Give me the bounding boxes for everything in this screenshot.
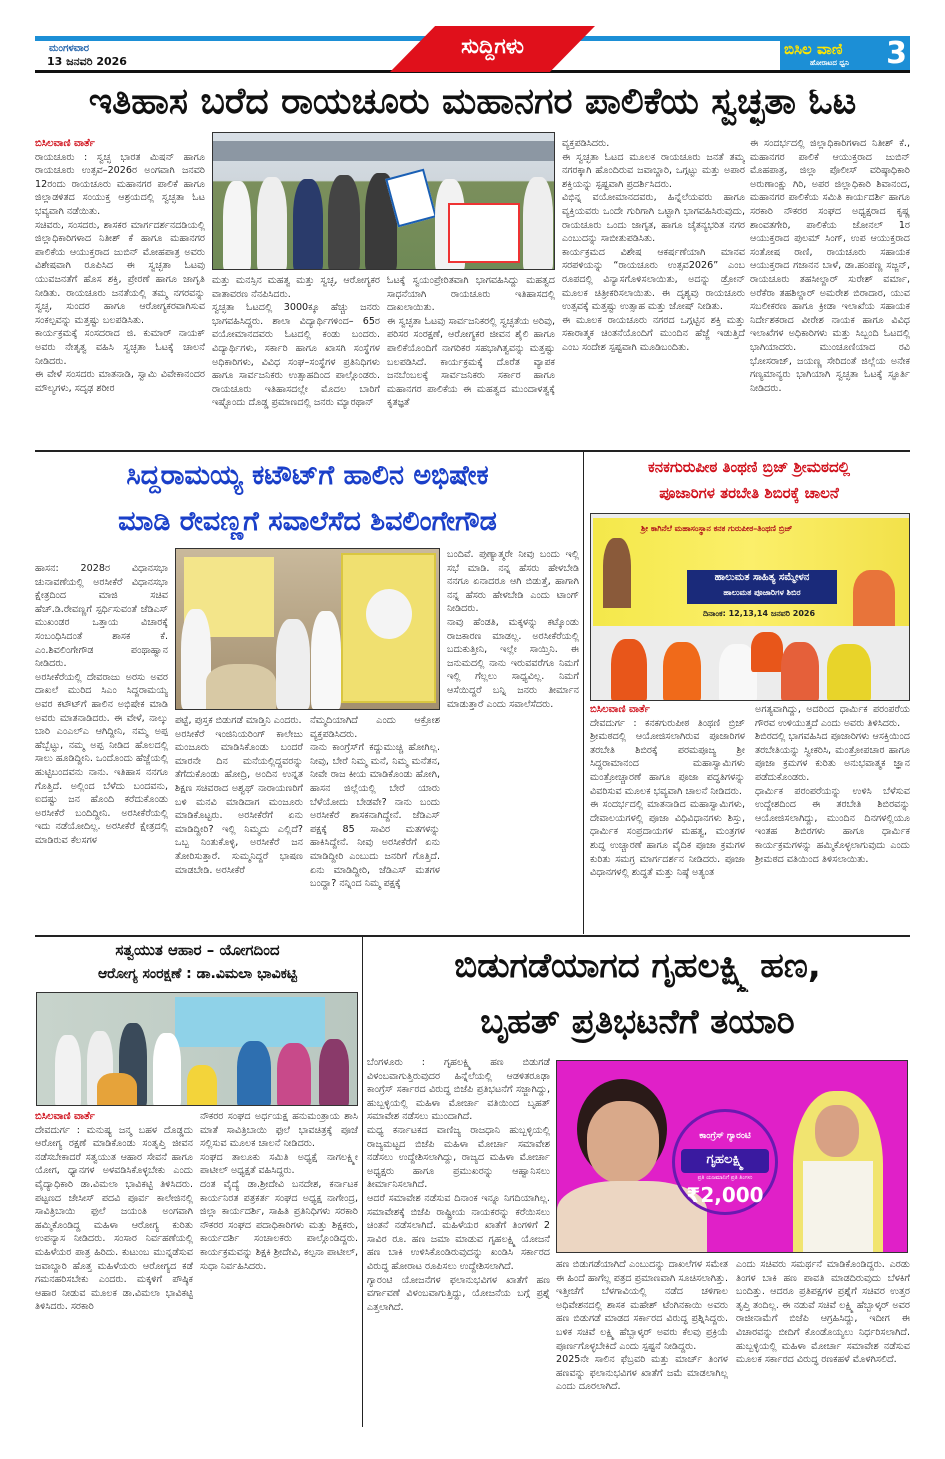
story2-headline-line1: ಸಿದ್ದರಾಮಯ್ಯ ಕಟೌಟ್‌ಗೆ ಹಾಲಿನ ಅಭಿಷೇಕ	[126, 460, 489, 491]
story3-headline-line1: ಕನಕಗುರುಪೀಠ ತಿಂಥಣಿ ಬ್ರಿಜ್ ಶ್ರೀಮಠದಲ್ಲಿ	[648, 458, 850, 476]
event-banner	[593, 518, 909, 626]
story5-photo-ad	[556, 1060, 908, 1253]
story2-col3: ನೆಮ್ಮದಿಯಾಗಿದೆ ಎಂದು ಆಕ್ರೋಶ ವ್ಯಕ್ತಪಡಿಸಿದರು. ನಾನು ಕಾಂಗ್ರೆಸ್‌ಗೆ ಕದ್ದುಮುಚ್ಚಿ ಹೋಗಿಲ್ಲ. ನೀವು, ಬೇರೆ ನಿಮ್ಮ ಮನೆ, ನಿಮ್ಮ ಮನೆತನ, ನೀವೇ ರಾಜ ಕೀಯ ಮಾಡಿಕೊಂಡು ಹೋಗಿ, ಹಾಸನ ಜಿಲ್ಲೆಯಲ್ಲಿ ಬೇರೆ ಯಾರು ಬೆಳೆಯೋದು ಬೇಡವೇ? ನಾನು ಬಂದು ಅರಸೀಕೆರೆ ಶಾಸಕನಾಗಿದ್ದೇನೆ. ಜೆಡಿಎಸ್ ಪಕ್ಷಕ್ಕೆ 85 ಸಾವಿರ ಮತಗಳನ್ನು ಹಾಕಿಸಿದ್ದೇನೆ. ನೀವು ಅರಸೀಕೆರೆಗೆ ಏನು ಮಾಡಿದ್ದೀರಿ ಎಂಬುದು ಜನರಿಗೆ ಗೊತ್ತಿದೆ. ಏನು ಮಾಡಿದ್ದೀರಿ, ಜೆಡಿಎಸ್ ಮತಗಳ ಬಂದ್ದಾ? ನನ್ನಿಂದ ನಿಮ್ಮ ಪಕ್ಷಕ್ಕೆ	[310, 715, 440, 890]
story5-headline-line2: ಬೃಹತ್ ಪ್ರತಿಭಟನೆಗೆ ತಯಾರಿ	[480, 1002, 795, 1042]
story3-col2: ಅಗತ್ಯವಾಗಿದ್ದು, ಅದರಿಂದ ಧಾರ್ಮಿಕ ಪರಂಪರೆಯ ಗೌರವ ಉಳಿಯುತ್ತದೆ ಎಂದು ಅವರು ತಿಳಿಸಿದರು. ಶಿಬಿರದಲ್ಲಿ ಭಾಗವಹಿಸಿದ ಪೂಜಾರಿಗಳು ಆಸಕ್ತಿಯಿಂದ ತರಬೇತಿಯನ್ನು ಸ್ವೀಕರಿಸಿ, ಮಂತ್ರೋಪಚಾರ ಹಾಗೂ ಪೂಜಾ ಕ್ರಮಗಳ ಕುರಿತು ಅನುಭವಾತ್ಮಕ ಜ್ಞಾನ ಪಡೆದುಕೊಂಡರು. ಧಾರ್ಮಿಕ ಪರಂಪರೆಯನ್ನು ಉಳಿಸಿ ಬೆಳೆಸುವ ಉದ್ದೇಶದಿಂದ ಈ ತರಬೇತಿ ಶಿಬಿರವನ್ನು ಆಯೋಜಿಸಲಾಗಿದ್ದು, ಮುಂದಿನ ದಿನಗಳಲ್ಲಿಯೂ ಇಂತಹ ಶಿಬಿರಗಳು ಹಾಗೂ ಧಾರ್ಮಿಕ ಕಾರ್ಯಕ್ರಮಗಳನ್ನು ಹಮ್ಮಿಕೊಳ್ಳಲಾಗುವುದು ಎಂದು ಶ್ರೀಮಠದ ವತಿಯಿಂದ ತಿಳಿಸಲಾಯಿತು.	[755, 704, 910, 865]
story2-headline-line2: ಮಾಡಿ ರೇವಣ್ಣಗೆ ಸವಾಲೆಸೆದ ಶಿವಲಿಂಗೇಗೌಡ	[118, 506, 497, 537]
paper-name: ಬಿಸಿಲ ವಾಣಿ	[784, 40, 843, 58]
section-title: ಸುದ್ದಿಗಳು	[461, 34, 524, 58]
photo-person	[97, 1073, 137, 1106]
story2-col1: ಹಾಸನ: 2028ರ ವಿಧಾನಸಭಾ ಚುನಾವಣೆಯಲ್ಲಿ ಅರಸೀಕೆರೆ ವಿಧಾನಸಭಾ ಕ್ಷೇತ್ರದಿಂದ ಮಾಜಿ ಸಚಿವ ಹೆಚ್.ಡಿ.ರೇವಣ್ಣಗೆ ಸ್ಪರ್ಧಿಸುವಂತೆ ಜೆಡಿಎಸ್ ಮುಖಂಡರ ಒತ್ತಾಯ ವಿಚಾರಕ್ಕೆ ಸಂಬಂಧಿಸಿದಂತೆ ಶಾಸಕ ಕೆ. ಎಂ.ಶಿವಲಿಂಗೇಗೌಡ ಪಂಥಾಹ್ವಾನ ನೀಡಿದರು. ಅರಸೀಕೆರೆಯಲ್ಲಿ ದೇವರಾಜು ಅರಸು ಅವರ ದಾಖಲೆ ಮುರಿದ ಸಿಎಂ ಸಿದ್ದರಾಮಯ್ಯ ಅವರ ಕಟೌಟ್‌ಗೆ ಹಾಲಿನ ಅಭಿಷೇಕ ಮಾಡಿ ಅವರು ಮಾತನಾಡಿದರು. ಈ ವೇಳೆ, ನಾಲ್ಕು ಬಾರಿ ಎಂಎಲ್‌ಎ ಆಗಿದ್ದೀನಿ, ನಮ್ಮ ಅಪ್ಪ ಹೆಬ್ಬೆಟ್ಟು, ನಮ್ಮ ಅಪ್ಪ ನೀಡಿದ ಹೊಲದಲ್ಲಿ ಸಾಲು ಹೂಡಿದ್ದೀನಿ. ಒಂದೊಂದು ಹೆಜ್ಜೆಯಲ್ಲಿ ಹುಟ್ಟಿಬಂದವನು ನಾನು. ಇತಿಹಾಸ ನನಗೂ ಗೊತ್ತಿದೆ. ಅಲ್ಲಿಂದ ಬೆಳೆದು ಬಂದವನು, ಐದಷ್ಟು ಜನ ಹೊಂದಿ ಕರೆದುಕೊಂಡು ಅರಸೀಕೆರೆ ಬಂದಿದ್ದೀನಿ. ಅರಸೀಕೆರೆಯಲ್ಲಿ ಇದು ನಡೆಯೋದಿಲ್ಲ. ಅರಸೀಕೆರೆ ಕ್ಷೇತ್ರದಲ್ಲಿ ಮಾಡಿರುವ ಕೆಲಸಗಳ	[35, 563, 168, 846]
story4-byline: ಬಿಸಿಲವಾಣಿ ವಾರ್ತೆ	[35, 1111, 95, 1122]
story1-col3: ಓಟಕ್ಕೆ ಸ್ವಯಂಪ್ರೇರಿತವಾಗಿ ಭಾಗವಹಿಸಿದ್ದು ಮಹತ್ವದ ಸಾಧನೆಯಾಗಿ ರಾಯಚೂರು ಇತಿಹಾಸದಲ್ಲಿ ದಾಖಲಾಯಿತು. ಈ ಸ್ವಚ್ಛತಾ ಓಟವು ಸಾರ್ವಜನಿಕರಲ್ಲಿ ಸ್ವಚ್ಛತೆಯ ಅರಿವು, ಪರಿಸರ ಸಂರಕ್ಷಣೆ, ಆರೋಗ್ಯಕರ ಜೀವನ ಶೈಲಿ ಹಾಗೂ ಪಾಲಿಕೆಯೊಂದಿಗೆ ನಾಗರಿಕರ ಸಹಭಾಗಿತ್ವವನ್ನು ಮತ್ತಷ್ಟು ಬಲಪಡಿಸಿದೆ. ಕಾರ್ಯಕ್ರಮಕ್ಕೆ ದೊರೆತ ವ್ಯಾಪಕ ಜನಬೆಂಬಲಕ್ಕೆ ಸಾರ್ವಜನಿಕರು ಸರ್ಕಾರ ಹಾಗೂ ಮಹಾನಗರ ಪಾಲಿಕೆಯ ಈ ಮಹತ್ವದ ಮುಂದಾಳತ್ವಕ್ಕೆ ಕೃತಜ್ಞತೆ	[387, 275, 555, 409]
photo-person	[781, 642, 819, 701]
story1-text-1: ರಾಯಚೂರು : ಸ್ವಚ್ಛ ಭಾರತ ಮಿಷನ್ ಹಾಗೂ ರಾಯಚೂರು ಉತ್ಸವ–2026ರ ಅಂಗವಾಗಿ ಜನವರಿ 12ರಂದು ರಾಯಚೂರು ಮಹಾನಗರ ಪಾಲಿಕೆ ಹಾಗೂ ಜಿಲ್ಲಾಡಳಿತದ ಸಂಯುಕ್ತ ಆಶ್ರಯದಲ್ಲಿ ಸ್ವಚ್ಛತಾ ಓಟ ಭವ್ಯವಾಗಿ ನಡೆಯಿತು. ಸಚಿವರು, ಸಂಸದರು, ಶಾಸಕರ ಮಾರ್ಗದರ್ಶನದಡಿಯಲ್ಲಿ ಜಿಲ್ಲಾಧಿಕಾರಿಗಳಾದ ನಿತೀಶ್ ಕೆ ಹಾಗೂ ಮಹಾನಗರ ಪಾಲಿಕೆಯ ಆಯುಕ್ತರಾದ ಜುಬಿನ್ ಮೋಹಪಾತ್ರ ಅವರು ವಿಶೇಷವಾಗಿ ರೂಪಿಸಿದ ಈ ಸ್ವಚ್ಛತಾ ಓಟವು ಯುವಜನತೆಗೆ ಹೊಸ ಶಕ್ತಿ, ಪ್ರೇರಣೆ ಹಾಗೂ ಜಾಗೃತಿ ನೀಡಿತು. ರಾಯಚೂರು ಜನತೆಯಲ್ಲಿ ತಮ್ಮ ನಗರವನ್ನು ಸ್ವಚ್ಛ, ಸುಂದರ ಹಾಗೂ ಆರೋಗ್ಯಕರವಾಗಿಸುವ ಸಂಕಲ್ಪವನ್ನು ಮತ್ತಷ್ಟು ಬಲಪಡಿಸಿತು. ಕಾರ್ಯಕ್ರಮಕ್ಕೆ ಸಂಸದರಾದ ಜಿ. ಕುಮಾರ್ ನಾಯಕ್ ಅವರು ನೇತೃತ್ವ ವಹಿಸಿ ಸ್ವಚ್ಛತಾ ಓಟಕ್ಕೆ ಚಾಲನೆ ನೀಡಿದರು. ಈ ವೇಳೆ ಸಂಸದರು ಮಾತನಾಡಿ, ಸ್ವಾಮಿ ವಿವೇಕಾನಂದರ ಮೌಲ್ಯಗಳು, ಸದೃಢ ಶರೀರ	[35, 151, 205, 394]
divider	[35, 935, 910, 937]
story4-col2: ನೌಕರರ ಸಂಘದ ಅರ್ಧಯಕ್ಷ ಹನುಮಂತ್ರಾಯ ಶಾಸಿ ಮಾತೆ ಸಾವಿತ್ರಿಬಾಯಿ ಫುಲೆ ಭಾವಚಿತ್ರಕ್ಕೆ ಪೂಜೆ ಸಲ್ಲಿಸುವ ಮೂಲಕ ಚಾಲನೆ ನೀಡಿದರು. ಸಂಘದ ತಾಲೂಕು ಸಮಿತಿ ಅಧ್ಯಕ್ಷೆ ನಾಗಲಕ್ಷ್ಮೀ ಪಾಟೀಲ್ ಅಧ್ಯಕ್ಷತೆ ವಹಿಸಿದ್ದರು. ದಂತ ವೈದ್ಯೆ ಡಾ.ಶ್ರೀದೇವಿ ಬನದೇಶ, ಕರ್ನಾಟಕ ಕಾರ್ಯನಿರತ ಪತ್ರಕರ್ತ ಸಂಘದ ಅಧ್ಯಕ್ಷ ನಾಗೇಂದ್ರ, ಜಿಲ್ಲಾ ಕಾರ್ಯದರ್ಶಿ, ಸಾಹಿತಿ ಪ್ರತಿನಿಧಿಗಳು ಸರಕಾರಿ ನೌಕರರ ಸಂಘದ ಪದಾಧಿಕಾರಿಗಳು ಮತ್ತು ಶಿಕ್ಷಕರು, ಕಾರ್ಯದರ್ಶಿ ಸಂಚಾಲಕರು ಪಾಲ್ಗೊಂಡಿದ್ದರು. ಕಾರ್ಯಕ್ರಮವನ್ನು ಶಿಕ್ಷಕಿ ಶ್ರೀದೇವಿ, ಕಲ್ಪನಾ ಪಾಟೀಲ್, ಸುಧಾ ನಿರ್ವಹಿಸಿದರು.	[200, 1111, 358, 1272]
photo-person	[153, 1033, 181, 1106]
photo-person	[257, 177, 287, 270]
photo-banner	[448, 203, 520, 263]
banner-title: ಶ್ರೀ ಕಾಗಿನೆಲೆ ಮಹಾಸಂಸ್ಥಾನ ಕನಕ ಗುರುಪೀಠ–ತಿಂಥಣಿ ಬ್ರಿಜ್	[641, 524, 793, 533]
ad-subtitle: ಪ್ರತಿ ಯಜಮಾನಿಗೆ ಪ್ರತಿ ತಿಂಗಳು	[697, 1175, 753, 1181]
story5-col2: ಹಣ ಬಿಡುಗಡೆಯಾಗಿದೆ ಎಂಬುದನ್ನು ದಾಖಲೆಗಳ ಸಮೇತ ಈ ಹಿಂದೆ ಹಾಗೆಲ್ಲ ಪತ್ರದ ಪ್ರಮಾಣವಾಗಿ ಸೂಚಿಸಲಾಗಿತ್ತು. ಇತ್ತೀಚೆಗೆ ಬೆಳಗಾವಿಯಲ್ಲಿ ನಡೆದ ಚಳಿಗಾಲ ಅಧಿವೇಶನದಲ್ಲಿ ಶಾಸಕ ಮಹೇಶ್ ಟೆಂಗಿನಕಾಯಿ ಅವರು ಹಣ ಬಿಡುಗಡೆ ಮಾಡದ ಸರ್ಕಾರದ ವಿರುದ್ಧ ಪ್ರಶ್ನಿಸಿದ್ದರು. ಬಳಿಕ ಸಚಿವೆ ಲಕ್ಷ್ಮಿ ಹೆಬ್ಬಾಳ್ಕರ್ ಅವರು ಕೆಲವು ಪ್ರಕ್ರಿಯೆ ಪೂರ್ಣಗೊಳ್ಳಬೇಕಿದೆ ಎಂದು ಸ್ಪಷ್ಟನೆ ನೀಡಿದ್ದರು. 2025ನೇ ಸಾಲಿನ ಫೆಬ್ರವರಿ ಮತ್ತು ಮಾರ್ಚ್ ತಿಂಗಳ ಹಣವನ್ನು ಫಲಾನುಭವಿಗಳ ಖಾತೆಗೆ ಜಮೆ ಮಾಡಲಾಗಿಲ್ಲ ಎಂದು ದೂರಲಾಗಿದೆ.	[556, 1259, 728, 1393]
photo-stand	[213, 141, 555, 161]
photo-cutout-figure	[366, 589, 412, 639]
ad-scheme-text: ಗೃಹಲಕ್ಷ್ಮಿ	[706, 1152, 744, 1167]
divider	[35, 450, 910, 452]
paper-tagline: ಹೋರಾಟದ ಧ್ವನಿ	[810, 59, 849, 67]
issue-day: ಮಂಗಳವಾರ	[49, 43, 90, 54]
story1-byline: ಬಿಸಿಲವಾಣಿ ವಾರ್ತೆ	[35, 138, 95, 149]
photo-person	[223, 181, 251, 270]
story1-photo-run	[212, 132, 555, 270]
photo-person	[523, 177, 553, 270]
banner-line1: ಹಾಲುಮತ ಸಾಹಿತ್ಯ ಸಮ್ಮೇಳನ	[714, 572, 810, 583]
vertical-divider	[583, 452, 584, 934]
paper-logo	[780, 36, 910, 71]
photo-person	[827, 644, 871, 701]
photo-person	[237, 1041, 271, 1106]
photo-person	[277, 1043, 311, 1106]
story5-col1: ಬೆಂಗಳೂರು : ಗೃಹಲಕ್ಷ್ಮಿ ಹಣ ಬಿಡುಗಡೆ ವಿಳಂಬವಾಗುತ್ತಿರುವುದರ ಹಿನ್ನೆಲೆಯಲ್ಲಿ ಆಡಳಿತರೂಢಾ ಕಾಂಗ್ರೆಸ್ ಸರ್ಕಾರದ ವಿರುದ್ಧ ಬಿಜೆಪಿ ಪ್ರತಿಭಟನೆಗೆ ಸಜ್ಜಾಗಿದ್ದು, ಹುಬ್ಬಳ್ಳಿಯಲ್ಲಿ ಮಹಿಳಾ ಮೋರ್ಚಾ ವತಿಯಿಂದ ಬೃಹತ್ ಸಮಾವೇಶ ನಡೆಸಲು ಮುಂದಾಗಿದೆ. ಮಧ್ಯ ಕರ್ನಾಟಕದ ವಾಣಿಜ್ಯ ರಾಜಧಾನಿ ಹುಬ್ಬಳ್ಳಿಯಲ್ಲಿ ರಾಜ್ಯಮಟ್ಟದ ಬಿಜೆಪಿ ಮಹಿಳಾ ಮೋರ್ಚಾ ಸಮಾವೇಶ ನಡೆಸಲು ಉದ್ದೇಶಿಸಲಾಗಿದ್ದು, ರಾಜ್ಯದ ಮಹಿಳಾ ಮೋರ್ಚಾ ಅಧ್ಯಕ್ಷರು ಹಾಗೂ ಪ್ರಮುಖರನ್ನು ಆಹ್ವಾನಿಸಲು ತೀರ್ಮಾನಿಸಲಾಗಿದೆ. ಆದರೆ ಸಮಾವೇಶ ನಡೆಸುವ ದಿನಾಂಕ ಇನ್ನೂ ನಿಗದಿಯಾಗಿಲ್ಲ. ಸಮಾವೇಶಕ್ಕೆ ಬಿಜೆಪಿ ರಾಷ್ಟ್ರೀಯ ನಾಯಕರನ್ನು ಕರೆಯಿಸಲು ಚಿಂತನೆ ನಡೆಸಲಾಗಿದೆ. ಮಹಿಳೆಯರ ಖಾತೆಗೆ ತಿಂಗಳಿಗೆ 2 ಸಾವಿರ ರೂ. ಹಣ ಜಮಾ ಮಾಡುವ ಗೃಹಲಕ್ಷ್ಮಿ ಯೋಜನೆ ಹಣ ಬಾಕಿ ಉಳಿಸಿಕೊಂಡಿರುವುದನ್ನು ಖಂಡಿಸಿ ಸರ್ಕಾರದ ವಿರುದ್ಧ ಹೋರಾಟ ರೂಪಿಸಲು ಉದ್ದೇಶಿಸಲಾಗಿದೆ. ಗ್ಯಾರಂಟಿ ಯೋಜನೆಗಳ ಫಲಾನುಭವಿಗಳ ಖಾತೆಗೆ ಹಣ ವರ್ಗಾವಣೆ ವಿಳಂಬವಾಗುತ್ತಿದ್ದು, ಯೋಜನೆಯ ಬಗ್ಗೆ ಪ್ರಶ್ನೆ ಎತ್ತಲಾಗಿದೆ.	[367, 1057, 550, 1313]
page-number: 3	[886, 36, 907, 71]
story1-col2: ಮತ್ತು ಮನಸ್ಸಿನ ಮಹತ್ವ ಮತ್ತು ಸ್ವಚ್ಛ, ಆರೋಗ್ಯಕರ ವಾತಾವರಣ ನೆನಪಿಸಿದರು. ಸ್ವಚ್ಛತಾ ಓಟದಲ್ಲಿ 3000ಕ್ಕೂ ಹೆಚ್ಚು ಜನರು ಭಾಗವಹಿಸಿದ್ದರು. ಶಾಲಾ ವಿದ್ಯಾರ್ಥಿಗಳಿಂದ– 65ರ ವಯೋಮಾನದವರು ಓಟದಲ್ಲಿ ಕಂಡು ಬಂದರು. ವಿದ್ಯಾರ್ಥಿಗಳು, ಸರ್ಕಾರಿ ಹಾಗೂ ಖಾಸಗಿ ಸಂಸ್ಥೆಗಳ ಅಧಿಕಾರಿಗಳು, ವಿವಿಧ ಸಂಘ–ಸಂಸ್ಥೆಗಳ ಪ್ರತಿನಿಧಿಗಳು ಹಾಗೂ ಸಾರ್ವಜನಿಕರು ಉತ್ಸಾಹದಿಂದ ಪಾಲ್ಗೊಂಡರು. ರಾಯಚೂರು ಇತಿಹಾಸದಲ್ಲೇ ಮೊದಲ ಬಾರಿಗೆ ಇಷ್ಟೊಂದು ದೊಡ್ಡ ಪ್ರಮಾಣದಲ್ಲಿ ಜನರು ಮ್ಯಾರಥಾನ್	[212, 275, 380, 409]
story4-headline-line2: ಆರೋಗ್ಯ ಸಂರಕ್ಷಣೆ : ಡಾ.ವಿಮಲಾ ಭಾವಿಕಟ್ಟಿ	[97, 966, 298, 982]
photo-person	[319, 1039, 349, 1106]
banner-dates: ದಿನಾಂಕ: 12,13,14 ಜನವರಿ 2026	[703, 609, 816, 618]
story4-text-1: ದೇವದುರ್ಗ : ಮನುಷ್ಯ ಜನ್ಮ ಬಹಳ ದೊಡ್ಡದು ಆರೋಗ್ಯ ರಕ್ಷಣೆ ಮಾಡಿಕೊಂಡು ಸಂತೃಪ್ತಿ ಜೀವನ ನಡೆಸಬೇಕಾದರೆ ಸತ್ವಯುತ ಆಹಾರ ಸೇವನೆ ಹಾಗೂ ಯೋಗ, ಧ್ಯಾನಗಳ ಅಳವಡಿಸಿಕೊಳ್ಳಬೇಕು ಎಂದು ವೈದ್ಯಾಧಿಕಾರಿ ಡಾ.ವಿಮಲಾ ಭಾವಿಕಟ್ಟಿ ತಿಳಿಸಿದರು. ಪಟ್ಟಣದ ಜೇಸೀಸ್ ಪದವಿ ಪೂರ್ವ ಕಾಲೇಜಿನಲ್ಲಿ ಸಾವಿತ್ರಿಬಾಯಿ ಫುಲೆ ಜಯಂತಿ ಅಂಗವಾಗಿ ಹಮ್ಮಿಕೊಂಡಿದ್ದ ಮಹಿಳಾ ಆರೋಗ್ಯ ಕುರಿತು ಉಪನ್ಯಾಸ ನೀಡಿದರು. ಸಂಸಾರ ನಿರ್ವಹಣೆಯಲ್ಲಿ ಮಹಿಳೆಯರ ಪಾತ್ರ ಹಿರಿದು. ಕುಟುಂಬ ಮುನ್ನಡೆಸುವ ಜವಾಬ್ದಾರಿ ಹೊತ್ತ ಮಹಿಳೆಯರು ಆರೋಗ್ಯದ ಕಡೆ ಗಮನಹರಿಸಬೇಕು ಎಂದರು. ಮಕ್ಕಳಿಗೆ ಪೌಷ್ಠಿಕ ಆಹಾರ ನೀಡುವ ಮೂಲಕ ಡಾ.ವಿಮಲಾ ಭಾವಿಕಟ್ಟಿ ತಿಳಿಸಿದರು. ಸರಕಾರಿ	[35, 1124, 193, 1313]
story4-photo-event	[36, 992, 358, 1106]
story2-photo-cutout	[175, 548, 440, 710]
photo-person	[276, 619, 310, 709]
issue-date: 13 ಜನವರಿ 2026	[47, 55, 127, 68]
story3-text-1: ದೇವದುರ್ಗ : ಕನಕಗುರುಪೀಠ ತಿಂಥಣಿ ಬ್ರಿಜ್ ಶ್ರೀಮಠದಲ್ಲಿ ಆಯೋಜಿಸಲಾಗಿರುವ ಪೂಜಾರಿಗಳ ತರಬೇತಿ ಶಿಬಿರಕ್ಕೆ ಪರಮಪೂಜ್ಯ ಶ್ರೀ ಸಿದ್ದರಾಮಾನಂದ ಮಹಾಸ್ವಾಮಿಗಳು ಮಂತ್ರೋಚ್ಚಾರಣೆ ಹಾಗೂ ಪೂಜಾ ಪದ್ಧತಿಗಳನ್ನು ವಿವರಿಸುವ ಮೂಲಕ ಭವ್ಯವಾಗಿ ಚಾಲನೆ ನೀಡಿದರು. ಈ ಸಂದರ್ಭದಲ್ಲಿ ಮಾತನಾಡಿದ ಮಹಾಸ್ವಾಮಿಗಳು, ದೇವಾಲಯಗಳಲ್ಲಿ ಪೂಜಾ ವಿಧಿವಿಧಾನಗಳು ಶಿಸ್ತು, ಧಾರ್ಮಿಕ ಸಂಪ್ರದಾಯಗಳ ಮಹತ್ವ, ಮಂತ್ರಗಳ ಶುದ್ಧ ಉಚ್ಚಾರಣೆ ಹಾಗೂ ವೈದಿಕ ಪೂಜಾ ಕ್ರಮಗಳ ಕುರಿತು ಸಮಗ್ರ ಮಾರ್ಗದರ್ಶನ ನೀಡಿದರು. ಪೂಜಾ ವಿಧಾನಗಳಲ್ಲಿ ಶುದ್ಧತೆ ಮತ್ತು ನಿಷ್ಠೆ ಅತ್ಯಂತ	[590, 717, 745, 879]
photo-person	[751, 632, 783, 672]
story4-headline-line1: ಸತ್ವಯುತ ಆಹಾರ – ಯೋಗದಿಂದ	[115, 941, 280, 959]
photo-person	[187, 1065, 217, 1106]
ad-woman1-face	[587, 1101, 659, 1183]
story1-col5: ಈ ಸಂದರ್ಭದಲ್ಲಿ ಜಿಲ್ಲಾಧಿಕಾರಿಗಳಾದ ನಿತೀಶ್ ಕೆ., ಮಹಾನಗರ ಪಾಲಿಕೆ ಆಯುಕ್ತರಾದ ಜುಬಿನ್ ಮೊಹಪಾತ್ರ, ಜಿಲ್ಲಾ ಪೊಲೀಸ್ ವರಿಷ್ಠಾಧಿಕಾರಿ ಅರುಣಾಂಕ್ಷು ಗಿರಿ, ಅಪರ ಜಿಲ್ಲಾಧಿಕಾರಿ ಶಿವಾನಂದ, ಮಹಾನಗರ ಪಾಲಿಕೆಯ ಸಮಿತಿ ಕಾರ್ಯದರ್ಶಿ ಹಾಗೂ ಸರಕಾರಿ ನೌಕರರ ಸಂಘದ ಅಧ್ಯಕ್ಷರಾದ ಕೃಷ್ಣ ಶಾಂವತಗೇರಿ, ಪಾಲಿಕೆಯ ಜೋನಲ್ 1ರ ಆಯುಕ್ತರಾದ ಪುಲಮ್ ಸಿಂಗ್, ಉಪ ಆಯುಕ್ತರಾದ ಸಂತೋಷ ರಾಣಿ, ರಾಯಚೂರು ಸಹಾಯಕ ಆಯುಕ್ತರಾದ ಗಜಾನನ ಬಾಳೆ, ಡಾ.ಹಂಪಣ್ಣ ಸಜ್ಜನ್, ರಾಯಚೂರು ತಹಸೀಲ್ದಾರ್ ಸುರೇಶ್ ವರ್ಮಾ, ಅರೆಕೆರಾ ತಹಶಿಲ್ದಾರ್ ಅಮರೇಶ ಬಿರಾದಾರ, ಯುವ ಸಬಲೀಕರಣ ಹಾಗೂ ಕ್ರೀಡಾ ಇಲಾಖೆಯ ಸಹಾಯಕ ನಿರ್ದೇಶಕರಾದ ವೀರೇಶ ನಾಯಕ ಹಾಗೂ ವಿವಿಧ ಇಲಾಖೆಗಳ ಅಧಿಕಾರಿಗಳು ಮತ್ತು ಸಿಬ್ಬಂದಿ ಓಟದಲ್ಲಿ ಭಾಗಿಯಾದರು. ಮುಂಚೂಣಿಯಾದ ರವಿ ಭೋಸರಾಜ್, ಜಯಣ್ಣ ಸೇರಿದಂತೆ ಜಿಲ್ಲೆಯ ಅನೇಕ ಗಣ್ಯಮಾನ್ಯರು ಭಾಗಿಯಾಗಿ ಸ್ವಚ್ಛತಾ ಓಟಕ್ಕೆ ಸ್ಫೂರ್ತಿ ನೀಡಿದರು.	[750, 138, 910, 394]
photo-banner	[175, 997, 325, 1047]
story3-col1	[590, 703, 745, 931]
ad-woman2-face	[815, 1105, 859, 1157]
banner-saint-figure	[603, 538, 631, 608]
photo-person	[311, 611, 341, 709]
story2-col2: ಪಟ್ಟೆ, ಪುಸ್ತಕ ಬಿಡುಗಡೆ ಮಾಡ್ತಿನಿ ಎಂದರು. ಅರಸೀಕೆರೆ ಇಂಜಿನಿಯರಿಂಗ್ ಕಾಲೇಜು ಮಂಜೂರು ಮಾಡಿಸಿಕೊಂಡು ಬಂದರೆ ಮಾರನೇ ದಿನ ಮನೆಯಲ್ಲಿದ್ದವರನ್ನು ತೆಗೆದುಕೊಂಡು ಹೋದ್ರಿ, ಅಂದಿನ ಉನ್ನತ ಶಿಕ್ಷಣ ಸಚಿವರಾದ ಅಶ್ವಥ್ ನಾರಾಯಣರಿಗೆ ಬಳಿ ಮನವಿ ಮಾಡಿದಾಗ ಮಂಜೂರು ಮಾಡಿಕೊಟ್ಟರು. ಅರಸೀಕೆರೆಗೆ ಏನು ಮಾಡಿದ್ದೀರಿ? ಇಲ್ಲಿ ನಿಮ್ಮದು ಎಲ್ಲಿದೆ? ಒಬ್ಬ ನಿಂತುಕೊಳ್ಳಿ, ಅರಸೀಕೆರೆ ಜನ ತೋರಿಸುತ್ತಾರೆ. ಸುಮ್ಮನಿದ್ದರೆ ಭಾಷಣ ಮಾಡಬೇಡಿ. ಅರಸೀಕೆರೆ	[175, 715, 303, 876]
story5-headline-line1: ಬಿಡುಗಡೆಯಾಗದ ಗೃಹಲಕ್ಷ್ಮಿ ಹಣ,	[454, 946, 821, 986]
photo-person	[328, 175, 360, 270]
banner-line2: ಹಾಲುಮತ ಪೂಜಾರಿಗಳ ಶಿಬಿರ	[723, 588, 801, 597]
story2-col4: ಬಂದಿವೆ. ಪುಣ್ಯಾತ್ಮರೇ ನೀವು ಬಂದು ಇಲ್ಲಿ ಸಭೆ ಮಾಡಿ. ನನ್ನ ಹೆಸರು ಹೇಳಬೇಡಿ ನನಗೂ ಏನಾದರೂ ಆಗಿ ಬಿಡುತ್ತೆ, ಹಾಗಾಗಿ ನನ್ನ ಹೆಸರು ಹೇಳಬೇಡಿ ಎಂದು ಟಾಂಗ್ ನೀಡಿದರು. ನಾವು ಹೆಂಡತಿ, ಮಕ್ಕಳನ್ನು ಕಟ್ಕೊಂಡು ರಾಜಕಾರಣ ಮಾಡಲ್ಲ. ಅರಸೀಕೆರೆಯಲ್ಲಿ ಬದುಕುತ್ತೀನಿ, ಇಲ್ಲೇ ಸಾಯ್ತಿನಿ. ಈ ಜನುಮದಲ್ಲಿ ನಾನು ಇರುವವರೆಗೂ ನಿಮಗೆ ಇಲ್ಲಿ ಗೆಲ್ಲಲು ಸಾಧ್ಯವಿಲ್ಲ. ನಿಮಗೆ ಆಸೆಯಿದ್ದರೆ ಬನ್ನಿ ಜನರು ತೀರ್ಮಾನ ಮಾಡುತ್ತಾರೆ ಎಂದು ಸವಾಲೆಸೆದರು.	[447, 549, 579, 710]
story3-byline: ಬಿಸಿಲವಾಣಿ ವಾರ್ತೆ	[590, 704, 650, 715]
photo-flowers	[206, 664, 276, 709]
ad-guarantee: ಕಾಂಗ್ರೆಸ್ ಗ್ಯಾರಂಟಿ	[699, 1131, 751, 1141]
photo-person	[55, 1035, 81, 1106]
story3-headline-line2: ಪೂಜಾರಿಗಳ ತರಬೇತಿ ಶಿಬಿರಕ್ಕೆ ಚಾಲನೆ	[659, 484, 839, 502]
story1-col1	[35, 137, 205, 447]
ad-amount: ₹2,000	[686, 1183, 764, 1207]
photo-person	[611, 639, 647, 701]
story4-col1	[35, 1110, 193, 1426]
banner-swami-figure	[853, 570, 895, 626]
story5-col3: ಎಂದು ಸಚಿವರು ಸಮರ್ಥನೆ ಮಾಡಿಕೊಂಡಿದ್ದರು. ಎರಡು ತಿಂಗಳ ಬಾಕಿ ಹಣ ಪಾವತಿ ಮಾಡದಿರುವುದು ಬೆಳಕಿಗೆ ಬಂದಿತ್ತು. ಆದರೂ ಪ್ರತಿಪಕ್ಷಗಳ ಪ್ರಶ್ನೆಗೆ ಸಚಿವರ ಉತ್ತರ ತೃಪ್ತಿ ತಂದಿಲ್ಲ. ಈ ನಡುವೆ ಸಚಿವೆ ಲಕ್ಷ್ಮಿ ಹೆಬ್ಬಾಳ್ಕರ್ ಅವರ ರಾಜೀನಾಮೆಗೆ ಬಿಜೆಪಿ ಆಗ್ರಹಿಸಿದ್ದು, ಇದೀಗ ಈ ವಿಚಾರವನ್ನು ಬೀದಿಗೆ ಕೊಂಡೊಯ್ಯಲು ನಿರ್ಧರಿಸಲಾಗಿದೆ. ಹುಬ್ಬಳ್ಳಿಯಲ್ಲಿ ಮಹಿಳಾ ಮೋರ್ಚಾ ಸಮಾವೇಶ ನಡೆಸುವ ಮೂಲಕ ಸರ್ಕಾರದ ವಿರುದ್ಧ ರಣಕಹಳೆ ಮೊಳಗಿಸಲಿದೆ.	[736, 1259, 910, 1366]
photo-person	[293, 179, 323, 270]
masthead	[35, 30, 910, 74]
story3-photo-event	[590, 513, 910, 701]
story1-headline: ಇತಿಹಾಸ ಬರೆದ ರಾಯಚೂರು ಮಹಾನಗರ ಪಾಲಿಕೆಯ ಸ್ವಚ್ಛತಾ ಓಟ	[88, 81, 857, 122]
story1-col4: ವ್ಯಕ್ತಪಡಿಸಿದರು. ಈ ಸ್ವಚ್ಛತಾ ಓಟದ ಮೂಲಕ ರಾಯಚೂರು ಜನತೆ ತಮ್ಮ ನಗರಕ್ಕಾಗಿ ಹೊಂದಿರುವ ಜವಾಬ್ದಾರಿ, ಒಗ್ಗಟ್ಟು ಮತ್ತು ಅಪಾರ ಶಕ್ತಿಯನ್ನು ಸ್ಪಷ್ಟವಾಗಿ ಪ್ರದರ್ಶಿಸಿದರು. ವಿಭಿನ್ನ ವಯೋಮಾನದವರು, ಹಿನ್ನೆಲೆಯವರು ಹಾಗೂ ವ್ಯಕ್ತಿಯವರು ಒಂದೇ ಗುರಿಗಾಗಿ ಒಟ್ಟಾಗಿ ಭಾಗವಹಿಸಿರುವುದು, ರಾಯಚೂರು ಒಂದು ಜಾಗೃತ, ಹಾಗೂ ಚೈತನ್ಯಭರಿತ ನಗರ ಎಂಬುದನ್ನು ಸಾಬೀತುಪಡಿಸಿತು. ಕಾರ್ಯಕ್ರಮದ ವಿಶೇಷ ಆಕರ್ಷಣೆಯಾಗಿ ಮಾನವ ಸರಪಳಿಯನ್ನು “ರಾಯಚೂರು ಉತ್ಸವ2026” ಎಂಬ ರೂಪದಲ್ಲಿ ವಿನ್ಯಾಸಗೊಳಿಸಲಾಯಿತು, ಅದನ್ನು ಡ್ರೋನ್ ಮೂಲಕ ಚಿತ್ರೀಕರಿಸಲಾಯಿತು. ಈ ದೃಶ್ಯವು ರಾಯಚೂರು ಉತ್ಸವಕ್ಕೆ ಮತ್ತಷ್ಟು ಉತ್ಸಾಹ ಮತ್ತು ಜೋಷ್ ನೀಡಿತು. ಈ ಮೂಲಕ ರಾಯಚೂರು ನಗರದ ಒಗ್ಗಟ್ಟಿನ ಶಕ್ತಿ ಮತ್ತು ಸಕಾರಾತ್ಮಕ ಚಿಂತನೆಯೊಂದಿಗೆ ಮುಂದಿನ ಹೆಜ್ಜೆ ಇಡುತ್ತಿದೆ ಎಂಬ ಸಂದೇಶ ಸ್ಪಷ್ಟವಾಗಿ ಮೂಡಿಬಂದಿತು.	[562, 138, 745, 353]
photo-person	[663, 642, 701, 701]
vertical-divider	[362, 937, 363, 1427]
ad-woman2-dress	[803, 1161, 873, 1253]
